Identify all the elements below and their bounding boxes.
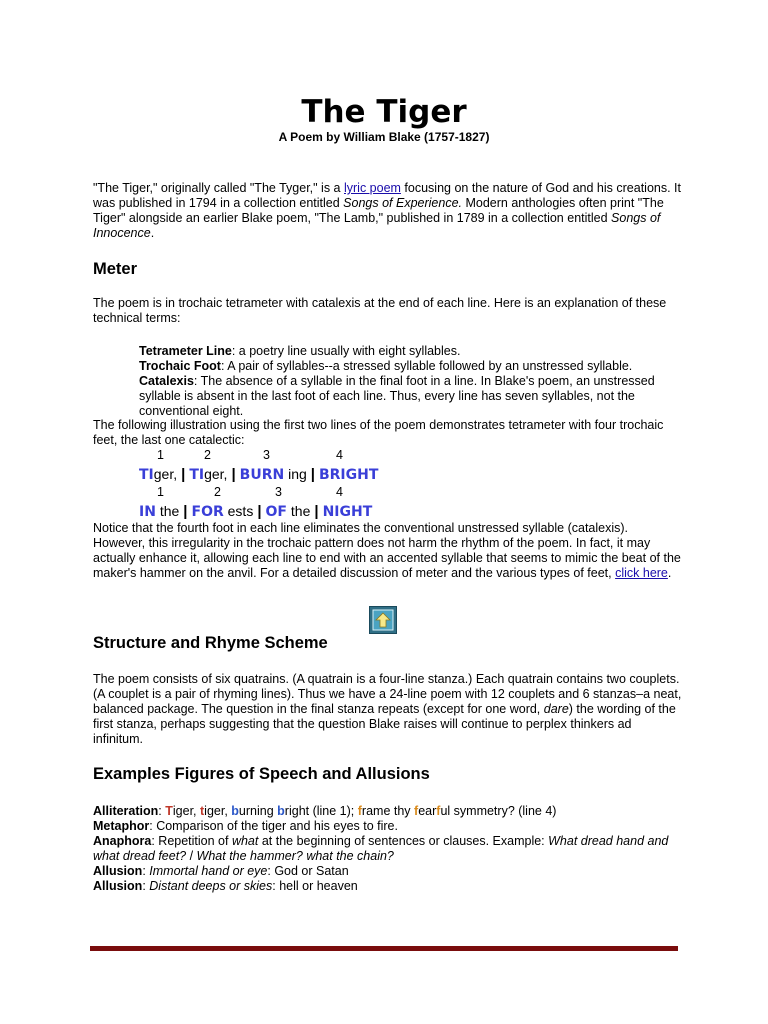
definitions: [139, 344, 684, 419]
definition-trochaic-foot: Trochaic Foot: A pair of syllables--a stressed syllable followed by an unstressed syllable.: [139, 359, 633, 373]
footer-rule: [90, 946, 678, 951]
allusion-example-1: Allusion: Immortal hand or eye: God or Satan: [93, 864, 349, 878]
up-arrow-icon: [370, 607, 396, 633]
notice-paragraph: Notice that the fourth foot in each line eliminates the conventional unstressed syllable (catalexis). However, this irregularity in the trochaic pattern does not harm the rhythm of the poem. In fact, it may actually enhance it, allowing each line to end with an accented syllable that seems to mimic the beat of the maker's hammer on the anvil. For a detailed discussion of meter and the various types of feet, click here.: [93, 521, 681, 580]
metaphor-example: Metaphor: Comparison of the tiger and his eyes to fire.: [93, 819, 398, 833]
meter-heading: Meter: [93, 260, 138, 278]
structure-heading: Structure and Rhyme Scheme: [93, 634, 328, 652]
foot-number: 3: [263, 448, 270, 462]
allusion-example-2: Allusion: Distant deeps or skies: hell or heaven: [93, 879, 358, 893]
click-here-link[interactable]: click here: [615, 566, 668, 580]
intro-paragraph: "The Tiger," originally called "The Tyger," is a lyric poem focusing on the nature of God and his creations. It was published in 1794 in a collection entitled Songs of Experience. Modern anthologies often print "The Tiger" alongside an earlier Blake poem, "The Lamb," published in 1789 in a collection entitled Songs of Innocence.: [93, 181, 681, 240]
illustration-intro: The following illustration using the first two lines of the poem demonstrates tetrameter with four trochaic feet, the last one catalectic:: [93, 418, 664, 447]
foot-number: 2: [204, 448, 211, 462]
page-title: The Tiger: [301, 94, 467, 130]
anaphora-example: Anaphora: Repetition of what at the beginning of sentences or clauses. Example: What dread hand and what dread feet? / What the hammer? what the chain?: [93, 834, 669, 863]
scansion-line-2: IN the | FOR ests | OF the | NIGHT: [139, 503, 373, 520]
foot-number: 1: [157, 448, 164, 462]
foot-number: 4: [336, 485, 343, 499]
back-to-top-button[interactable]: [369, 606, 397, 634]
foot-number: 4: [336, 448, 343, 462]
figures-list: [93, 804, 683, 894]
structure-paragraph: The poem consists of six quatrains. (A quatrain is a four-line stanza.) Each quatrain contains two couplets. (A couplet is a pair of rhyming lines). Thus we have a 24-line poem with 12 couplets and 6 stanzas–a neat, balanced package. The question in the final stanza repeats (except for one word, dare) the wording of the first stanza, perhaps suggesting that the question Blake raises will continue to perplex thinkers ad infinitum.: [93, 672, 682, 746]
foot-number: 2: [214, 485, 221, 499]
figures-heading: Examples Figures of Speech and Allusions: [93, 765, 430, 783]
lyric-poem-link[interactable]: lyric poem: [343, 181, 401, 195]
meter-intro: The poem is in trochaic tetrameter with catalexis at the end of each line. Here is an explanation of these technical terms:: [93, 296, 667, 325]
foot-number: 1: [157, 485, 164, 499]
definition-tetrameter: Tetrameter Line: a poetry line usually with eight syllables.: [139, 344, 461, 358]
foot-number: 3: [275, 485, 282, 499]
page-subtitle: A Poem by William Blake (1757-1827): [278, 130, 490, 144]
alliteration-example: Alliteration: Tiger, tiger, burning bright (line 1); frame thy fearful symmetry? (line 4): [93, 804, 557, 818]
foot-numbers-row-2: [0, 485, 768, 500]
foot-numbers-row-1: [0, 448, 768, 463]
definition-catalexis: Catalexis: The absence of a syllable in the final foot in a line. In Blake's poem, an unstressed syllable is absent in the last foot of each line. Thus, every line has seven syllables, not the conventional eight.: [139, 374, 655, 418]
scansion-line-1: TIger, | TIger, | BURN ing | BRIGHT: [139, 466, 379, 483]
